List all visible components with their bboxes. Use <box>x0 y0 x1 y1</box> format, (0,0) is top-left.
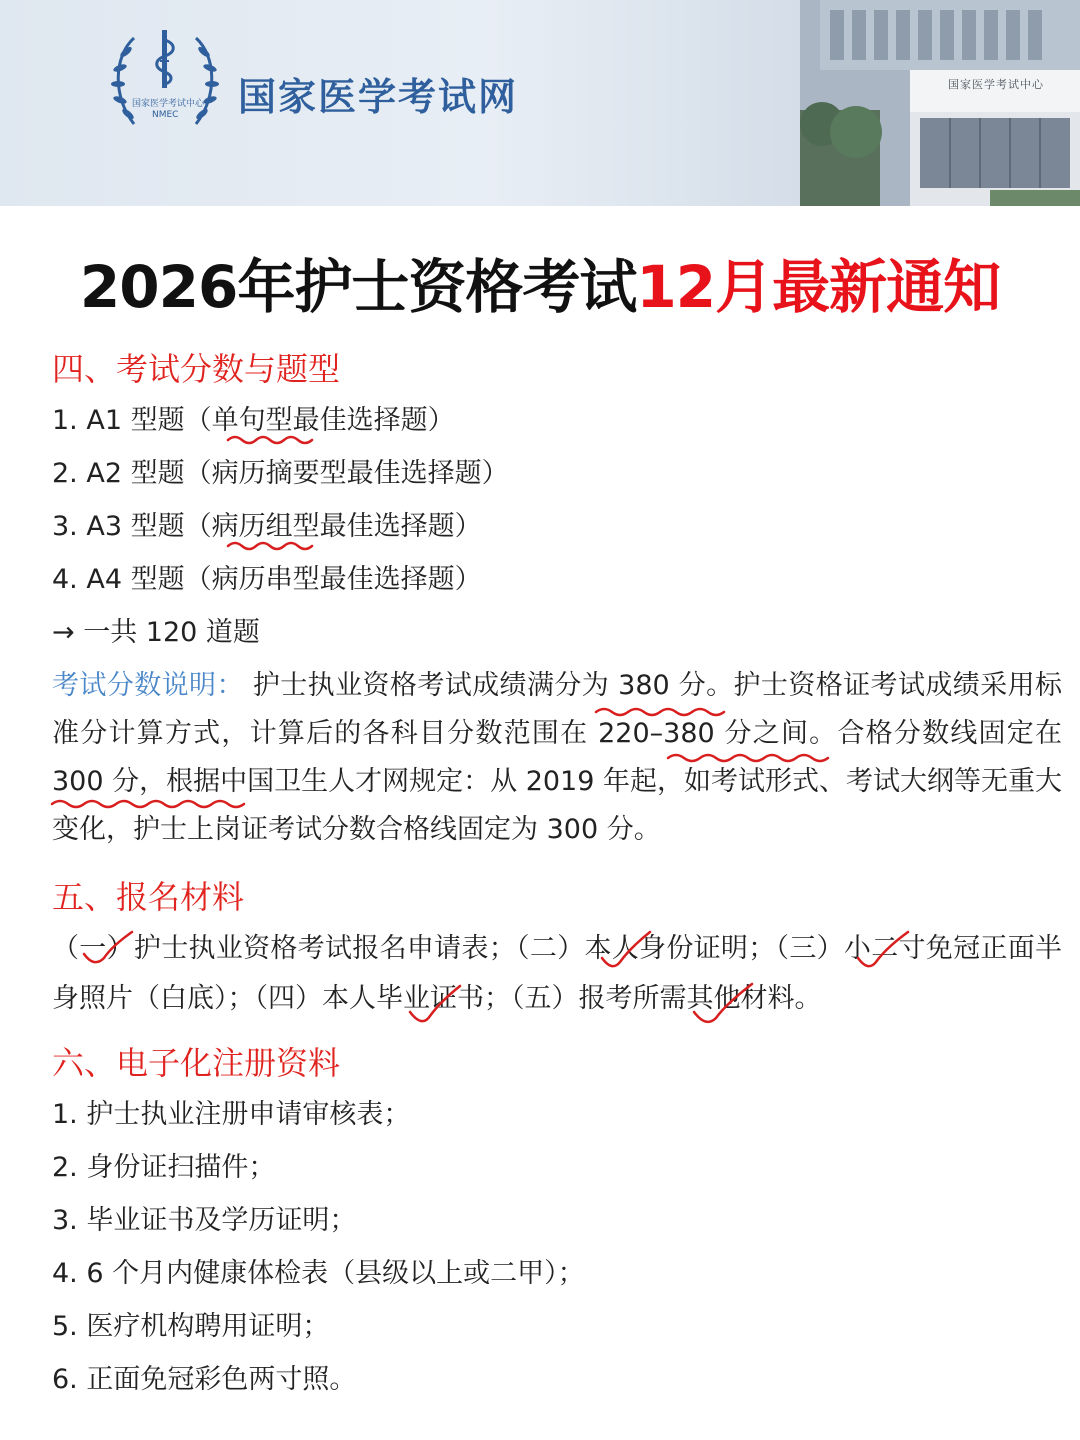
emblem-abbr: NMEC <box>152 110 179 120</box>
title-red: 12月最新通知 <box>636 253 1001 321</box>
question-type-item: 4. A4 型题（病历串型最佳选择题） <box>52 564 482 595</box>
score-explanation <box>52 662 1062 854</box>
registration-doc-item: 1. 护士执业注册申请审核表； <box>52 1099 411 1130</box>
emblem-text: 国家医学考试中心 <box>132 99 205 109</box>
section-4-heading: 四、考试分数与题型 <box>52 350 341 388</box>
registration-doc-item: 4. 6 个月内健康体检表（县级以上或二甲）； <box>52 1258 585 1289</box>
section-5-heading: 五、报名材料 <box>52 878 245 916</box>
registration-doc-item: 3. 毕业证书及学历证明； <box>52 1205 357 1236</box>
question-type-item: 2. A2 型题（病历摘要型最佳选择题） <box>52 458 509 489</box>
building-sign: 国家医学考试中心 <box>948 78 1044 91</box>
score-text: 护士执业资格考试成绩满分为 380 分。护士资格证考试成绩采用标准分计算方式，计算后的各科目分数范围在 220–380 分之间。合格分数线固定在 300 分，根据中国卫生人才网规定：从 2019 年起，如考试形式、考试大纲等无重大变化，护士上岗证考试分数合格线固定为 300 分。 <box>52 670 1063 845</box>
registration-materials: （一）护士执业资格考试报名申请表；（二）本人身份证明；（三）小二寸免冠正面半身照片（白底）；（四）本人毕业证书；（五）报考所需其他材料。 <box>52 933 1062 1014</box>
question-type-item: 3. A3 型题（病历组型最佳选择题） <box>52 511 482 542</box>
emblem-logo <box>104 26 226 138</box>
header-banner <box>0 0 1080 206</box>
score-label: 考试分数说明： <box>52 670 244 701</box>
site-name: 国家医学考试网 <box>238 74 519 119</box>
question-type-item: 1. A1 型题（单句型最佳选择题） <box>52 405 455 436</box>
title-black: 2026年护士资格考试 <box>79 253 637 321</box>
registration-doc-item: 2. 身份证扫描件； <box>52 1152 276 1183</box>
registration-doc-item: 6. 正面免冠彩色两寸照。 <box>52 1364 357 1395</box>
page-title <box>0 240 1080 324</box>
section-6-heading: 六、电子化注册资料 <box>52 1044 341 1082</box>
registration-doc-item: 5. 医疗机构聘用证明； <box>52 1311 330 1342</box>
building-photo <box>760 0 1080 206</box>
question-total: → 一共 120 道题 <box>52 617 260 648</box>
